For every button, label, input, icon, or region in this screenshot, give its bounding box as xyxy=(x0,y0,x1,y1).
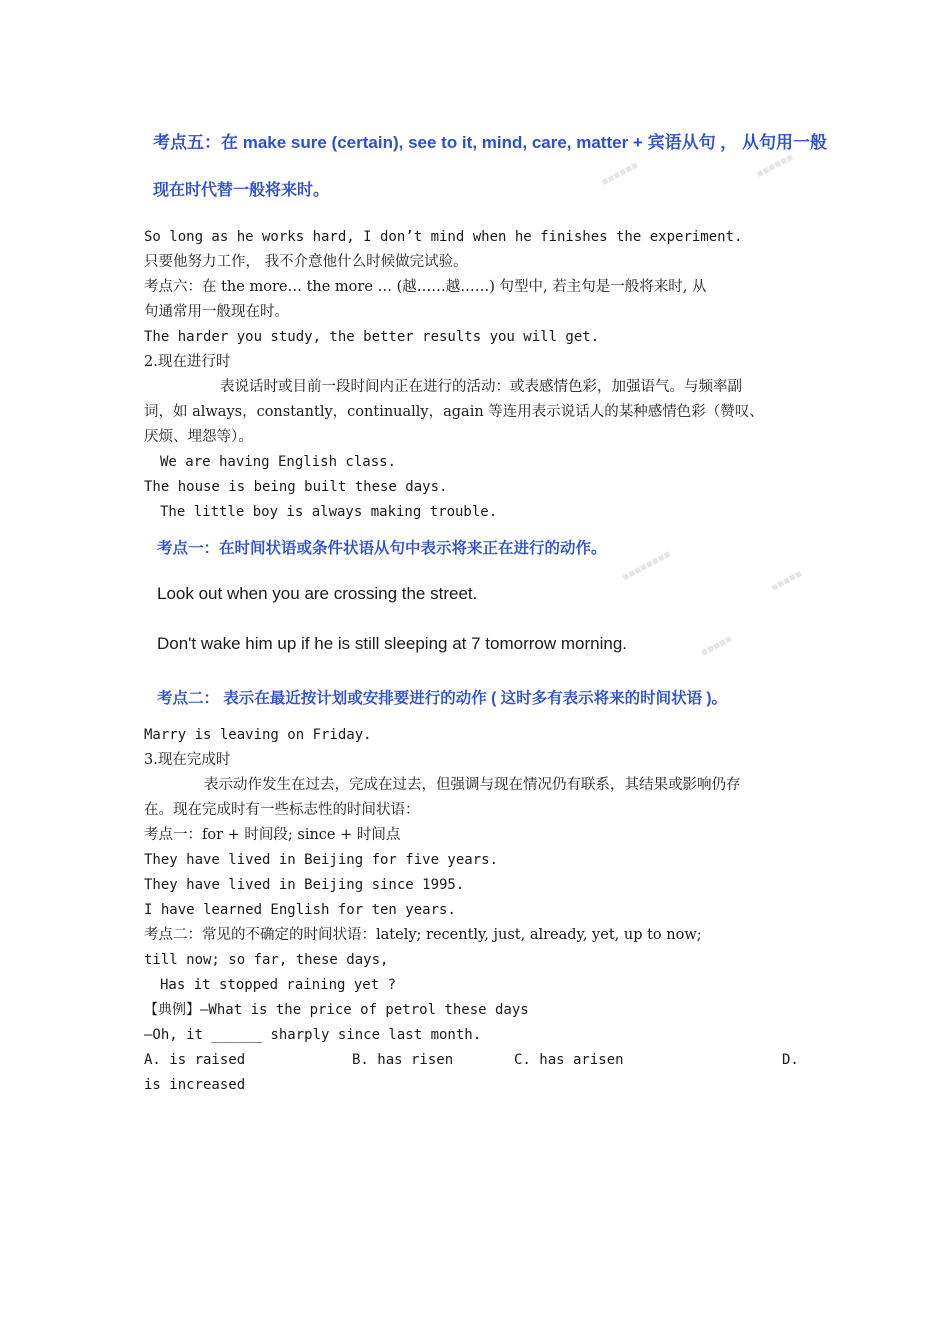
example-question-line2: —Oh, it ______ sharply since last month. xyxy=(144,1027,482,1043)
example-wake: Don't wake him up if he is still sleeping at 7 tomorrow morning. xyxy=(157,634,628,653)
kd1-progressive-heading: 考点一：在时间状语或条件状语从句中表示将来正在进行的动作。 xyxy=(157,540,607,557)
kd1-perfect: 考点一：for + 时间段; since + 时间点 xyxy=(144,827,401,843)
kd5-heading-line2: 现在时代替一般将来时。 xyxy=(153,182,330,199)
kd6-line2: 句通常用一般现在时。 xyxy=(144,304,289,320)
example-boy: The little boy is always making trouble. xyxy=(160,504,498,520)
options-row xyxy=(144,1048,809,1073)
watermark: ■■■■■ xyxy=(699,632,735,660)
option-d-continued: is increased xyxy=(144,1077,246,1093)
example-house: The house is being built these days. xyxy=(144,479,448,495)
option-a: A. is raised xyxy=(144,1052,246,1068)
example-so-long-en: So long as he works hard, I don’t mind when he finishes the experiment. xyxy=(144,229,743,245)
kd2-perfect-line2: till now; so far, these days, xyxy=(144,952,389,968)
watermark: ■■■■■ xyxy=(769,567,805,595)
section-2-desc-line3: 厌烦、埋怨等）。 xyxy=(144,429,253,445)
option-b: B. has risen xyxy=(352,1052,454,1068)
example-since-1995: They have lived in Beijing since 1995. xyxy=(144,877,465,893)
example-harder: The harder you study, the better results you will get. xyxy=(144,329,600,345)
kd5-heading-line1: 考点五：在 make sure (certain), see to it, mind, care, matter + 宾语从句 ， 从句用一般 xyxy=(153,133,828,152)
kd2-progressive-heading: 考点二： 表示在最近按计划或安排要进行的动作 ( 这时多有表示将来的时间状语 )。 xyxy=(157,690,728,707)
example-so-long-zh: 只要他努力工作， 我不介意他什么时候做完试验。 xyxy=(144,254,468,270)
section-2-title: 2.现在进行时 xyxy=(144,354,231,370)
watermark: ■■■■■■ xyxy=(754,151,796,181)
example-five-years: They have lived in Beijing for five years. xyxy=(144,852,499,868)
example-lookout: Look out when you are crossing the street. xyxy=(157,584,478,603)
watermark: ■■■■■■ xyxy=(599,159,641,189)
option-d: D. xyxy=(782,1052,799,1068)
example-marry: Marry is leaving on Friday. xyxy=(144,727,372,743)
section-3-desc-line2: 在。现在完成时有一些标志性的时间状语： xyxy=(144,802,420,818)
option-c: C. has arisen xyxy=(514,1052,624,1068)
kd2-perfect-line1: 考点二：常见的不确定的时间状语：lately; recently, just, already, yet, up to now; xyxy=(144,927,702,943)
example-ten-years: I have learned English for ten years. xyxy=(144,902,456,918)
kd6-line1: 考点六：在 the more… the more … (越……越……) 句型中, 若主句是一般将来时, 从 xyxy=(144,279,707,295)
example-having: We are having English class. xyxy=(160,454,397,470)
watermark: ■■■■■■■■ xyxy=(620,548,673,584)
section-2-desc-line1: 表说话时或目前一段时间内正在进行的活动：或表感情色彩，加强语气。与频率副 xyxy=(220,379,742,395)
example-rain: Has it stopped raining yet ? xyxy=(160,977,397,993)
section-2-desc-line2: 词，如 always，constantly，continually，again 等连用表示说话人的某种感情色彩（赞叹、 xyxy=(144,404,764,420)
example-question-line1: 【典例】—What is the price of petrol these days xyxy=(144,1002,529,1018)
section-3-title: 3.现在完成时 xyxy=(144,752,231,768)
section-3-desc-line1: 表示动作发生在过去，完成在过去，但强调与现在情况仍有联系，其结果或影响仍存 xyxy=(204,777,741,793)
